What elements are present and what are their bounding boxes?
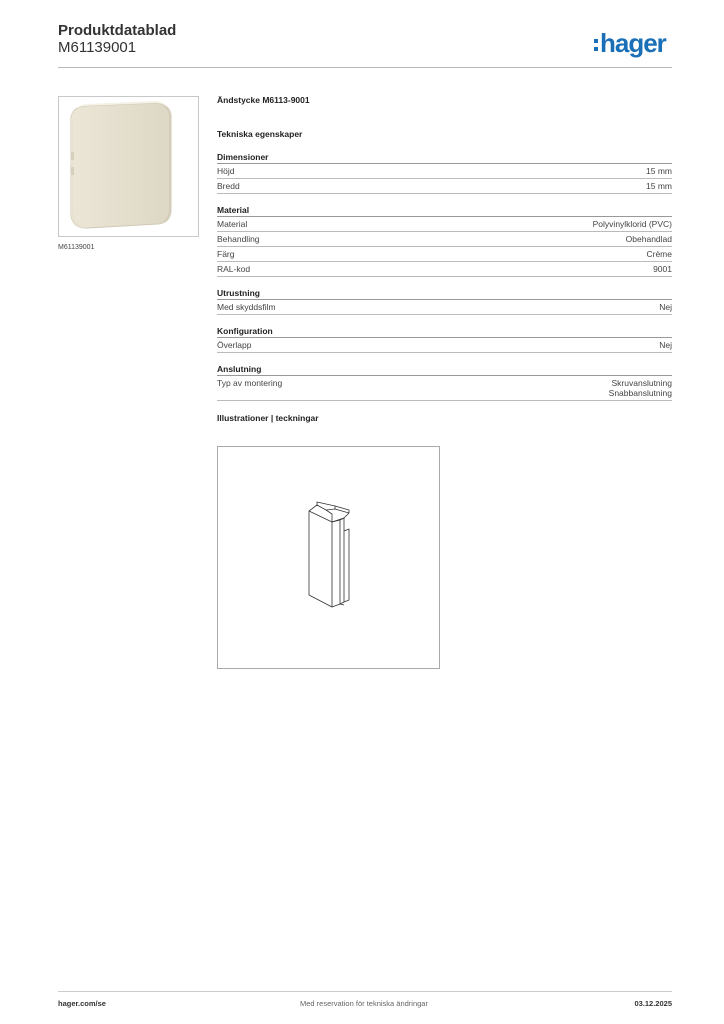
spec-row [217,217,672,232]
spec-row [217,179,672,194]
spec-value: Crème [646,249,672,259]
end-cap-drawing-icon [218,447,439,668]
spec-row [217,300,672,315]
spec-group-dimensions [217,152,672,194]
product-spec-section [217,95,672,423]
spec-value: Polyvinylklorid (PVC) [592,219,672,229]
spec-value: Obehandlad [625,234,672,244]
spec-group-title: Utrustning [217,288,672,300]
spec-label: Material [217,219,248,229]
tech-properties-heading: Tekniska egenskaper [217,129,303,139]
spec-row [217,247,672,262]
image-caption: M61139001 [58,244,95,251]
product-title: Ändstycke M6113-9001 [217,95,310,105]
spec-row [217,376,672,401]
spec-group-material [217,205,672,277]
spec-group-title: Dimensioner [217,152,672,164]
spec-value: 15 mm [646,181,672,191]
document-title: Produktdatablad [58,22,177,39]
spec-row [217,338,672,353]
logo-text: hager [600,28,666,58]
spec-label: Behandling [217,234,260,244]
spec-label: Höjd [217,166,235,176]
footer-disclaimer: Med reservation för tekniska ändringar [300,999,428,1008]
spec-row [217,232,672,247]
spec-label: Bredd [217,181,240,191]
footer-divider [58,991,672,992]
spec-group-configuration [217,326,672,353]
spec-label: RAL-kod [217,264,251,274]
spec-value: 9001 [653,264,672,274]
spec-group-title: Material [217,205,672,217]
header-divider [58,67,672,68]
spec-value-list [609,378,672,398]
spec-label: Typ av montering [217,378,283,388]
technical-drawing [217,446,440,669]
illustrations-heading: Illustrationer | teckningar [217,413,319,423]
spec-group-title: Anslutning [217,364,672,376]
spec-value: 15 mm [646,166,672,176]
spec-group-equipment [217,288,672,315]
logo-dots-icon [594,39,598,51]
hager-logo [594,28,666,58]
product-photo-icon [59,97,198,236]
spec-value: Nej [659,340,672,350]
spec-label: Färg [217,249,235,259]
footer-website: hager.com/se [58,999,106,1008]
product-image [58,96,199,237]
spec-group-connection [217,364,672,401]
spec-value: Skruvanslutning [611,378,672,388]
spec-row [217,164,672,179]
spec-value: Nej [659,302,672,312]
spec-label: Överlapp [217,340,252,350]
spec-value: Snabbanslutning [608,388,672,398]
document-subtitle: M61139001 [58,39,137,56]
footer-date: 03.12.2025 [634,999,672,1008]
spec-group-title: Konfiguration [217,326,672,338]
spec-label: Med skyddsfilm [217,302,276,312]
spec-row [217,262,672,277]
